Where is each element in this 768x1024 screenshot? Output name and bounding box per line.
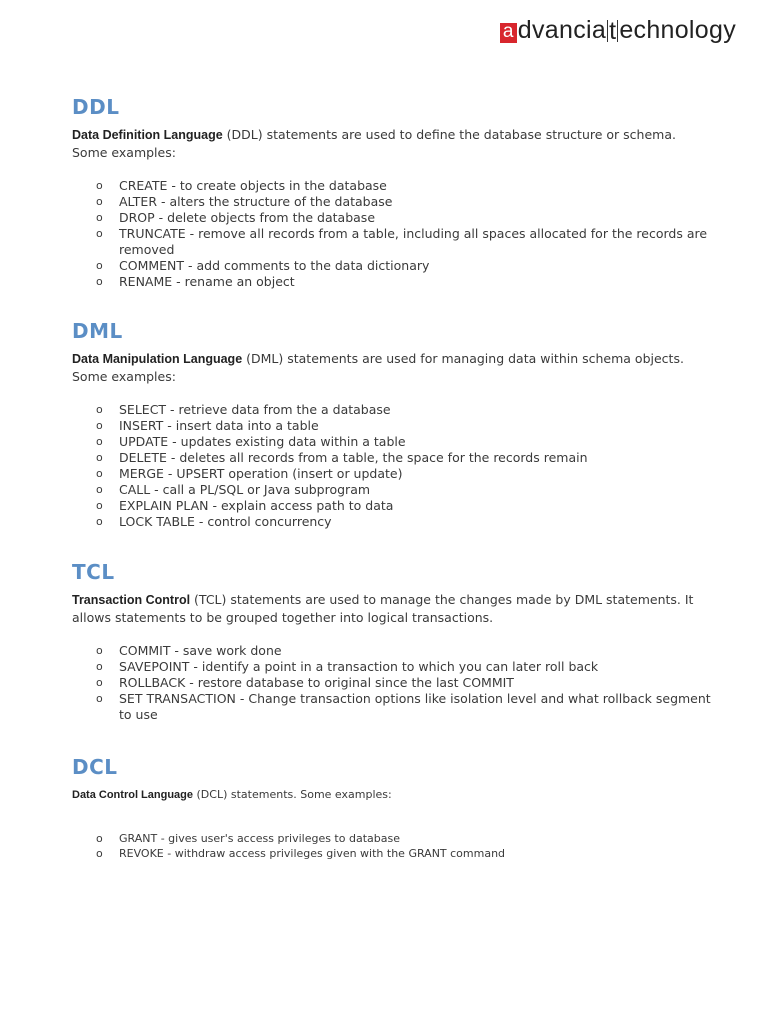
list-item-text: UPDATE - updates existing data within a table (119, 434, 406, 449)
bullet-icon: o (96, 847, 103, 860)
bullet-icon: o (96, 499, 103, 512)
section-intro (72, 126, 712, 160)
list-item-text: CALL - call a PL/SQL or Java subprogram (119, 482, 371, 497)
list-item-text: SAVEPOINT - identify a point in a transaction to which you can later roll back (119, 659, 599, 674)
list-item-text: SELECT - retrieve data from the a database (119, 402, 391, 417)
bullet-icon: o (96, 676, 103, 689)
section-heading: DCL (72, 755, 118, 779)
intro-text: (DML) statements are used for managing data within schema objects. Some examples: (72, 351, 684, 384)
section-intro (72, 591, 712, 625)
list-item-text: CREATE - to create objects in the database (119, 178, 387, 193)
intro-text: (TCL) statements are used to manage the changes made by DML statements. It allows statements to be grouped together into logical transactions. (72, 592, 694, 625)
list-item (72, 434, 712, 450)
section-tcl (72, 557, 712, 723)
bullet-icon: o (96, 515, 103, 528)
bullet-icon: o (96, 179, 103, 192)
logo-a-mark: a (500, 23, 517, 43)
list-item (72, 643, 712, 659)
bullet-icon: o (96, 275, 103, 288)
bullet-icon: o (96, 403, 103, 416)
intro-term: Data Definition Language (72, 128, 223, 142)
bullet-icon: o (96, 483, 103, 496)
list-item (72, 178, 712, 194)
list-item (72, 831, 505, 846)
list-item (72, 258, 712, 274)
logo-text-2: echnology (619, 16, 736, 44)
list-item-text: DROP - delete objects from the database (119, 210, 376, 225)
section-intro (72, 786, 505, 820)
bullet-icon: o (96, 195, 103, 208)
list-item (72, 466, 712, 482)
list-item (72, 482, 712, 498)
section-ddl (72, 92, 712, 290)
list-item (72, 498, 712, 514)
list-item-text: EXPLAIN PLAN - explain access path to data (119, 498, 394, 513)
list-item-text: ROLLBACK - restore database to original since the last COMMIT (119, 675, 514, 690)
intro-term: Transaction Control (72, 593, 191, 607)
section-heading: DML (72, 319, 123, 343)
list-item-text: MERGE - UPSERT operation (insert or update) (119, 466, 403, 481)
list-item-text: COMMIT - save work done (119, 643, 282, 658)
bullet-icon: o (96, 692, 103, 705)
list-item-text: REVOKE - withdraw access privileges given with the GRANT command (119, 847, 506, 860)
bullet-icon: o (96, 435, 103, 448)
list-item (72, 226, 712, 258)
list-item (72, 846, 505, 861)
intro-text: (DCL) statements. Some examples: (193, 788, 392, 801)
list-item (72, 418, 712, 434)
examples-list (72, 178, 712, 290)
list-item-text: INSERT - insert data into a table (119, 418, 319, 433)
bullet-icon: o (96, 660, 103, 673)
bullet-icon: o (96, 419, 103, 432)
list-item (72, 675, 712, 691)
bullet-icon: o (96, 259, 103, 272)
list-item (72, 210, 712, 226)
list-item-text: GRANT - gives user's access privileges to database (119, 832, 400, 845)
intro-text: (DDL) statements are used to define the database structure or schema. Some examples: (72, 127, 676, 160)
list-item (72, 691, 712, 723)
list-item-text: RENAME - rename an object (119, 274, 295, 289)
examples-list (72, 831, 505, 861)
examples-list (72, 643, 712, 723)
section-dml (72, 316, 712, 530)
bullet-icon: o (96, 832, 103, 845)
bullet-icon: o (96, 227, 103, 240)
section-heading: TCL (72, 560, 115, 584)
list-item (72, 402, 712, 418)
section-intro (72, 350, 712, 384)
bullet-icon: o (96, 451, 103, 464)
list-item-text: COMMENT - add comments to the data dictionary (119, 258, 430, 273)
list-item-text: TRUNCATE - remove all records from a table, including all spaces allocated for the records are removed (119, 226, 708, 257)
examples-list (72, 402, 712, 530)
list-item (72, 194, 712, 210)
list-item-text: ALTER - alters the structure of the database (119, 194, 393, 209)
list-item-text: SET TRANSACTION - Change transaction options like isolation level and what rollback segment to use (119, 691, 711, 722)
bullet-icon: o (96, 467, 103, 480)
bullet-icon: o (96, 644, 103, 657)
logo-t-mark: t (609, 16, 617, 45)
list-item (72, 450, 712, 466)
list-item (72, 514, 712, 530)
list-item-text: DELETE - deletes all records from a table, the space for the records remain (119, 450, 588, 465)
logo-text-1: dvancia (517, 16, 607, 44)
section-heading: DDL (72, 95, 120, 119)
list-item (72, 659, 712, 675)
list-item (72, 274, 712, 290)
intro-term: Data Manipulation Language (72, 352, 243, 366)
list-item-text: LOCK TABLE - control concurrency (119, 514, 332, 529)
intro-term: Data Control Language (72, 789, 194, 801)
company-logo (500, 16, 736, 45)
section-dcl (72, 752, 505, 861)
bullet-icon: o (96, 211, 103, 224)
